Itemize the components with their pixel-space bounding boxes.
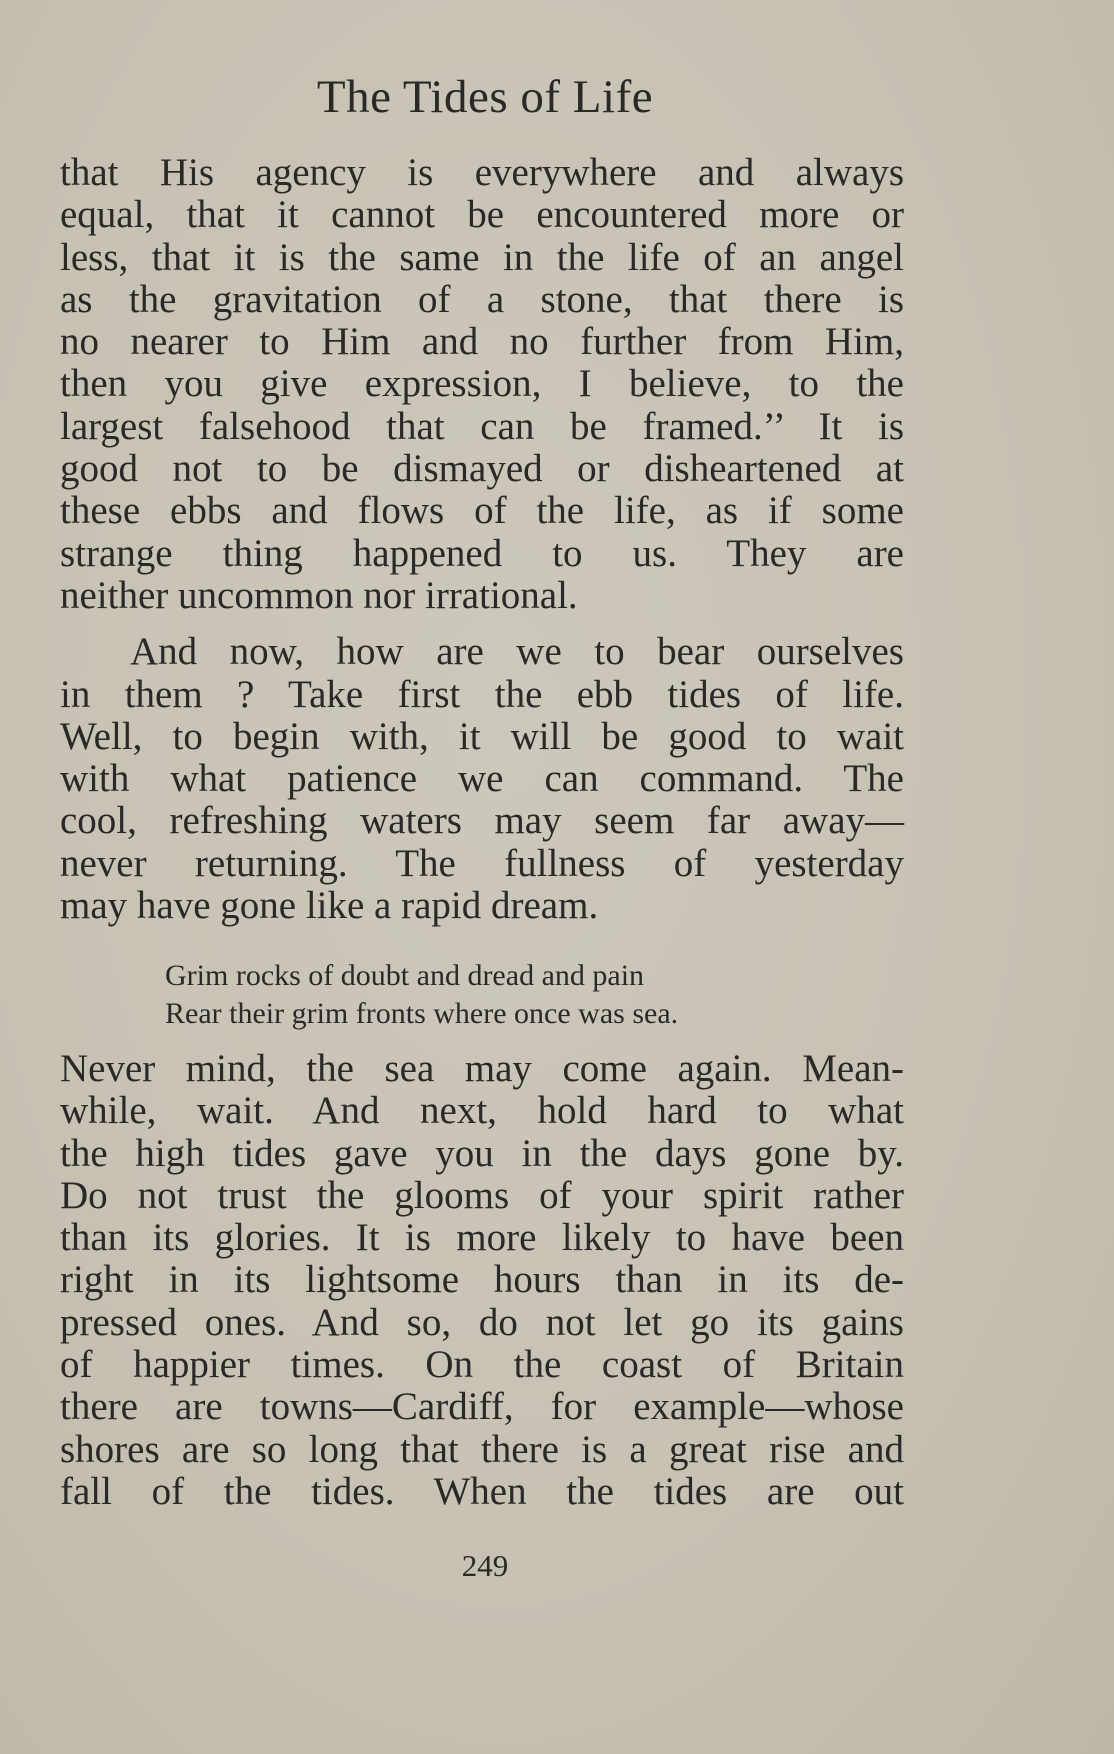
paragraph-gap [60,617,904,631]
paragraph-3 [60,1048,904,1513]
text-line: than its glories. It is more likely to have been [60,1216,904,1260]
text-line: pressed ones. And so, do not let go its gains [60,1300,904,1344]
paragraph-1 [60,152,904,617]
text-line: Well, to begin with, it will be good to wait [60,714,904,758]
text-line: with what patience we can command. The [60,757,904,801]
text-line: there are towns—Cardiff, for example—whose [60,1385,904,1429]
page-number: 249 [461,1548,509,1583]
text-line: fall of the tides. When the tides are out [60,1469,904,1513]
text-line: never returning. The fullness of yesterday [60,841,904,885]
text-line: then you give expression, I believe, to the [60,362,904,406]
text-line: Do not trust the glooms of your spirit rather [60,1173,904,1217]
text-line: And now, how are we to bear ourselves [130,630,904,674]
text-line: strange thing happened to us. They are [60,531,904,575]
text-line: cool, refreshing waters may seem far away— [60,799,904,843]
text-line: that His agency is everywhere and always [60,151,904,194]
paragraph-2 [60,631,904,927]
running-head: The Tides of Life [316,71,654,123]
body-text [60,152,904,927]
verse-quotation [165,957,678,1033]
text-line: the high tides gave you in the days gone by. [60,1131,904,1175]
text-line: as the gravitation of a stone, that there is [60,277,904,321]
text-line: shores are so long that there is a great rise and [60,1427,904,1471]
text-line: right in its lightsome hours than in its de- [60,1258,904,1302]
text-line: of happier times. On the coast of Britain [60,1343,904,1387]
text-line: may have gone like a rapid dream. [60,884,599,928]
text-line: neither uncommon nor irrational. [60,573,578,617]
text-line: less, that it is the same in the life of an angel [60,235,904,279]
body-text-continued [60,1048,904,1513]
text-line: good not to be dismayed or disheartened at [60,447,904,491]
verse-line: Grim rocks of doubt and dread and pain [165,959,645,992]
text-line: while, wait. And next, hold hard to what [60,1089,904,1133]
text-line: equal, that it cannot be encountered more or [60,193,904,237]
text-line: Never mind, the sea may come again. Mean- [60,1047,904,1090]
text-line: these ebbs and flows of the life, as if some [60,489,904,533]
text-line: largest falsehood that can be framed.’’ It is [60,404,904,448]
verse-line: Rear their grim fronts where once was sea. [165,997,679,1030]
text-line: in them ? Take first the ebb tides of life. [60,672,904,716]
text-line: no nearer to Him and no further from Him, [60,320,904,364]
